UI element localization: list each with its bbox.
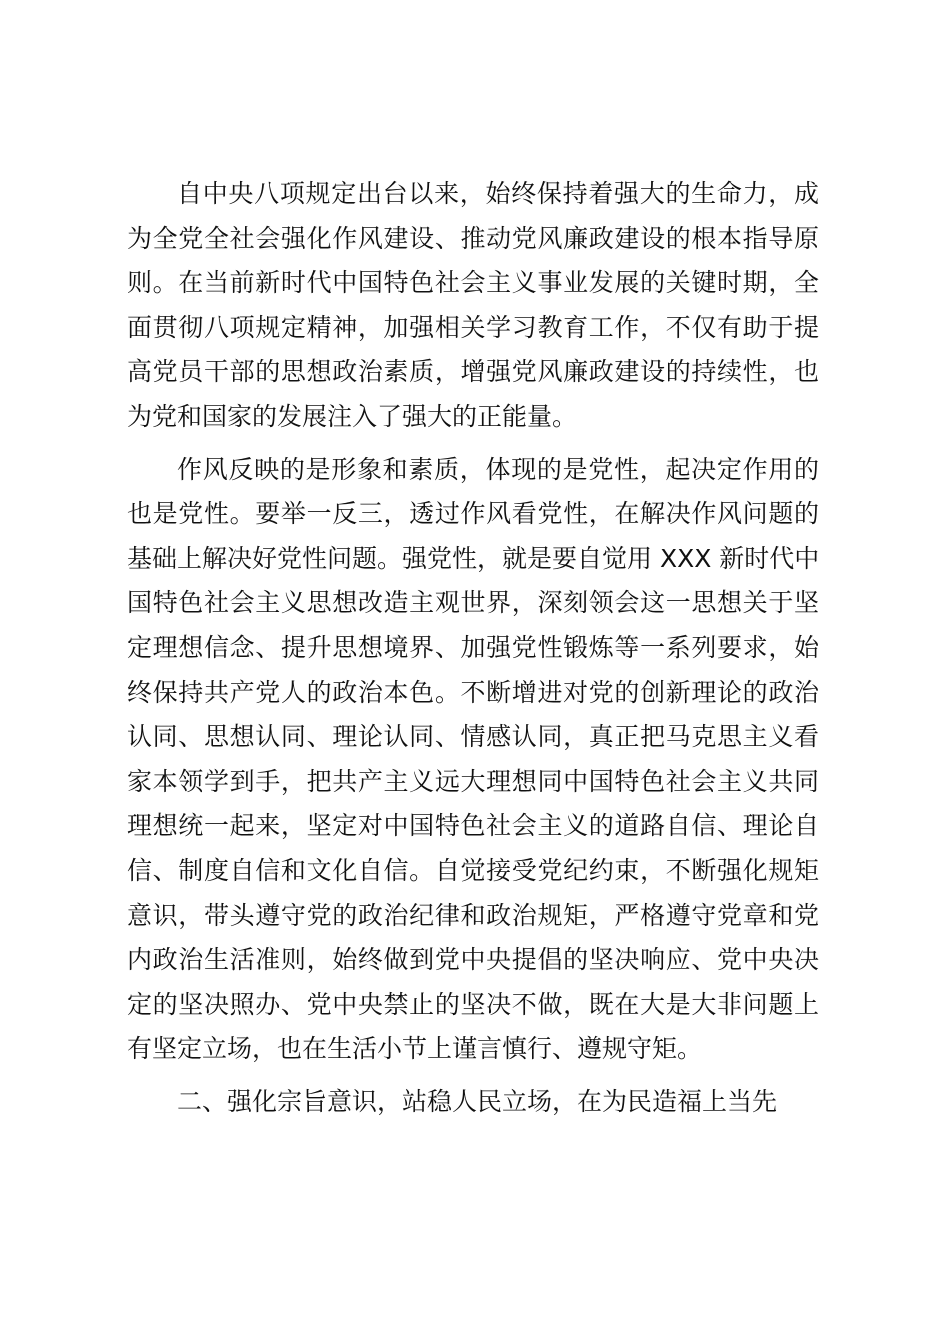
paragraph-line: 国特色社会主义思想改造主观世界，深刻领会这一思想关于坚	[127, 588, 819, 618]
paragraph-line: 内政治生活准则，始终做到党中央提倡的坚决响应、党中央决	[127, 945, 819, 975]
section-heading: 二、强化宗旨意识，站稳人民立场，在为民造福上当先	[177, 1086, 778, 1116]
paragraph-line: 则。在当前新时代中国特色社会主义事业发展的关键时期，全	[127, 268, 819, 298]
paragraph-line: 信、制度自信和文化自信。自觉接受党纪约束，不断强化规矩	[127, 855, 819, 885]
paragraph-line: 自中央八项规定出台以来，始终保持着强大的生命力，成	[177, 179, 819, 208]
paragraph-line: 有坚定立场，也在生活小节上谨言慎行、遵规守矩。	[127, 1034, 703, 1064]
paragraph-line: 高党员干部的思想政治素质，增强党风廉政建设的持续性，也	[127, 357, 819, 387]
paragraph-line: 作风反映的是形象和素质，体现的是党性，起决定作用的	[177, 454, 819, 484]
paragraph-line: 家本领学到手，把共产主义远大理想同中国特色社会主义共同	[127, 766, 819, 796]
paragraph	[127, 448, 819, 1072]
paragraph-line: 定的坚决照办、党中央禁止的坚决不做，既在大是大非问题上	[127, 989, 819, 1019]
paragraph-line: 意识，带头遵守党的政治纪律和政治规矩，严格遵守党章和党	[127, 900, 819, 930]
paragraph-line: 终保持共产党人的政治本色。不断增进对党的创新理论的政治	[127, 677, 819, 707]
paragraph-line: 基础上解决好党性问题。强党性，就是要自觉用 XXX 新时代中	[127, 543, 819, 573]
paragraph	[127, 1080, 819, 1125]
paragraph-line: 面贯彻八项规定精神，加强相关学习教育工作，不仅有助于提	[127, 312, 819, 342]
paragraph-line: 也是党性。要举一反三，透过作风看党性，在解决作风问题的	[127, 499, 819, 529]
paragraph	[127, 172, 819, 440]
paragraph-line: 为党和国家的发展注入了强大的正能量。	[127, 401, 578, 431]
paragraph-line: 为全党全社会强化作风建设、推动党风廉政建设的根本指导原	[127, 223, 819, 253]
paragraph-line: 认同、思想认同、理论认同、情感认同，真正把马克思主义看	[127, 722, 819, 752]
paragraph-line: 定理想信念、提升思想境界、加强党性锻炼等一系列要求，始	[127, 632, 819, 662]
document-body	[127, 172, 819, 1124]
paragraph-line: 理想统一起来，坚定对中国特色社会主义的道路自信、理论自	[127, 811, 819, 841]
